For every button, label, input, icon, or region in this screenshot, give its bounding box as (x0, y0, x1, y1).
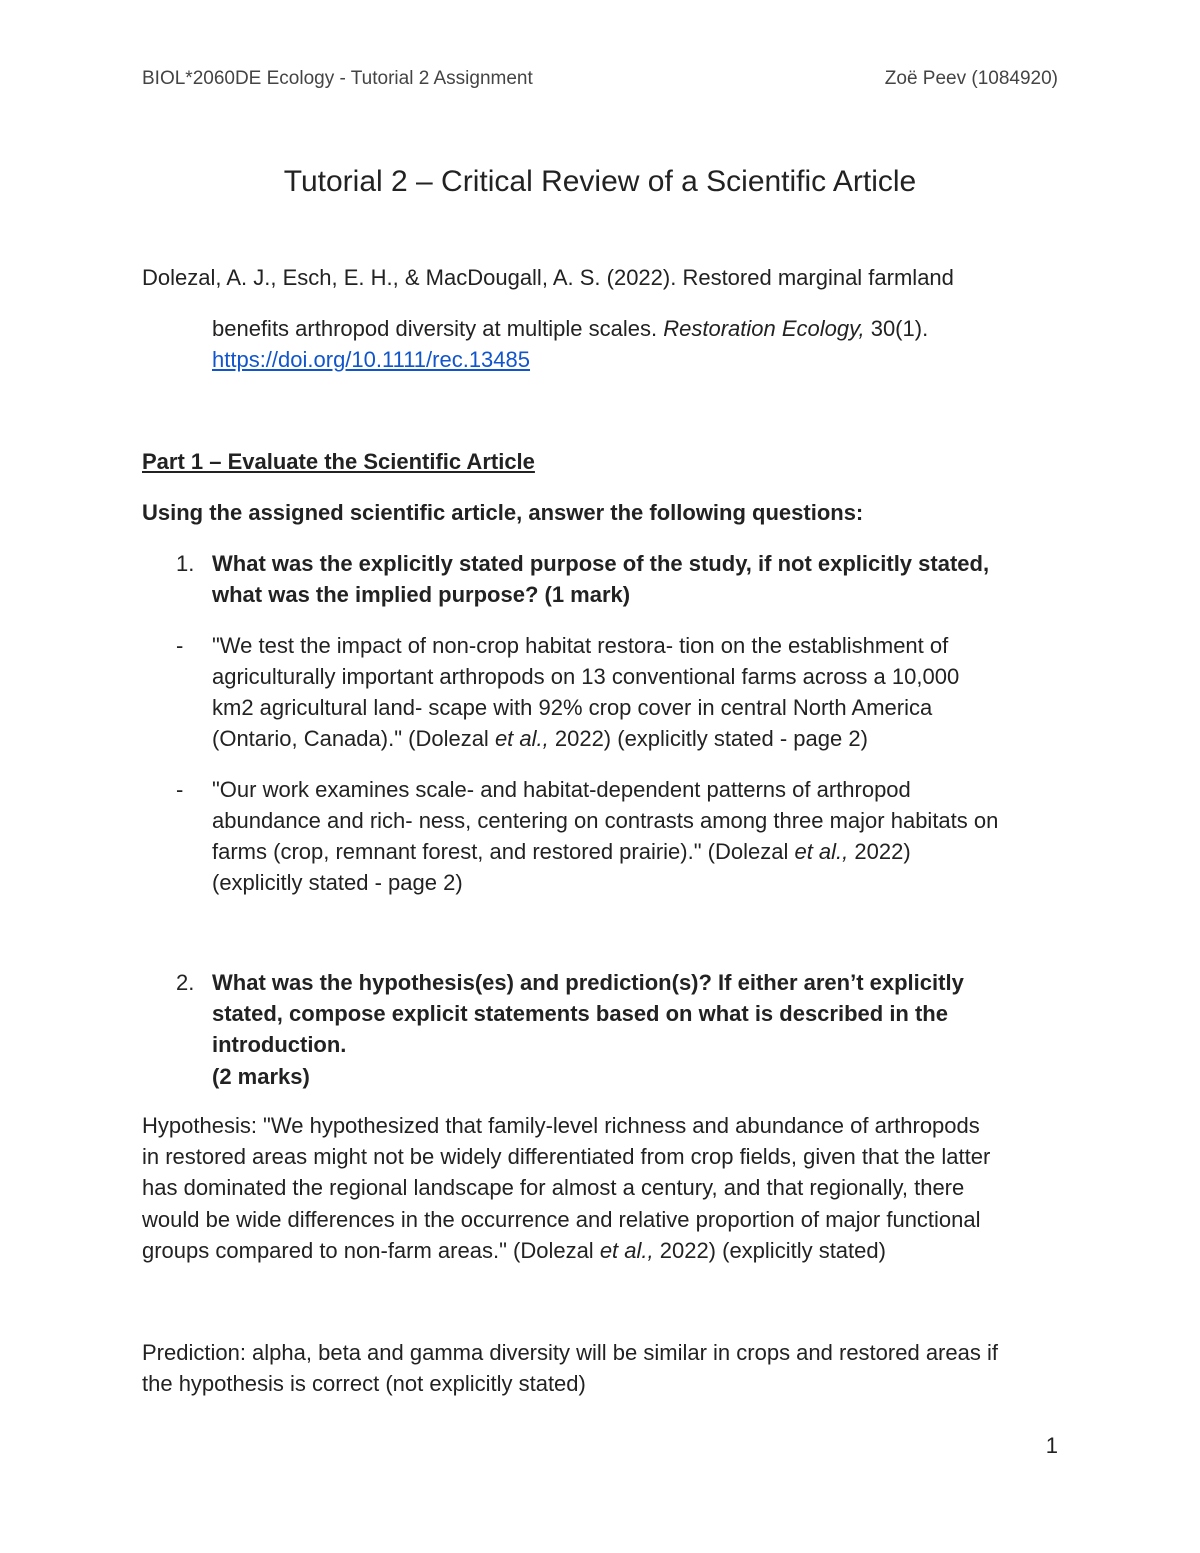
hypothesis-line-2: in restored areas might not be widely differentiated from crop fields, given that the latter (142, 1144, 991, 1169)
hypothesis-line-1: Hypothesis: "We hypothesized that family-level richness and abundance of arthropods (142, 1113, 980, 1138)
q1-number: 1. (176, 551, 195, 576)
hypothesis-line-3: has dominated the regional landscape for almost a century, and that regionally, there (142, 1175, 965, 1200)
q2-line-3: introduction. (212, 1032, 347, 1057)
citation-doi-line (212, 344, 1062, 375)
q2-line-1: What was the hypothesis(es) and prediction(s)? If either aren’t explicitly (212, 970, 964, 995)
citation-volume: 30(1). (864, 316, 929, 341)
part1-heading: Part 1 – Evaluate the Scientific Article (142, 449, 535, 474)
citation-title-end: benefits arthropod diversity at multiple scales. (212, 316, 664, 341)
q2-line-2: stated, compose explicit statements based on what is described in the (212, 1001, 948, 1026)
hypothesis-cite-pre: groups compared to non-farm areas." (Dolezal (142, 1238, 600, 1263)
q1-answer-2-dash: - (176, 777, 184, 802)
q1-answer-2-etal: et al., (794, 839, 849, 864)
q1-line-2: what was the implied purpose? (1 mark) (212, 582, 631, 607)
page-title: Tutorial 2 – Critical Review of a Scientific Article (283, 165, 917, 198)
hypothesis-cite-post: 2022) (explicitly stated) (653, 1238, 886, 1263)
header-author: Zoë Peev (1084920) (884, 68, 1058, 89)
q2-line-4: (2 marks) (212, 1064, 310, 1089)
header-course: BIOL*2060DE Ecology - Tutorial 2 Assignment (142, 68, 533, 89)
part1-instruction: Using the assigned scientific article, answer the following questions: (142, 500, 864, 525)
q1-answer-1-dash: - (176, 633, 184, 658)
q1-line-1: What was the explicitly stated purpose of the study, if not explicitly stated, (212, 551, 990, 576)
q1-answer-1-line-1: "We test the impact of non-crop habitat restora- tion on the establishment of (212, 633, 949, 658)
q1-answer-2-cite-pre: farms (crop, remnant forest, and restored prairie)." (Dolezal (212, 839, 795, 864)
hypothesis-line-4: would be wide differences in the occurrence and relative proportion of major functional (142, 1207, 981, 1232)
q2-number: 2. (176, 970, 195, 995)
citation-line-1: Dolezal, A. J., Esch, E. H., & MacDougall, A. S. (2022). Restored marginal farmland (142, 265, 954, 290)
prediction-line-1: Prediction: alpha, beta and gamma diversity will be similar in crops and restored areas if (142, 1340, 998, 1365)
hypothesis-etal: et al., (599, 1238, 654, 1263)
prediction-line-2: the hypothesis is correct (not explicitly stated) (142, 1371, 586, 1396)
q1-answer-1-cite-pre: (Ontario, Canada)." (Dolezal (212, 726, 495, 751)
q1-answer-1-cite-post: 2022) (explicitly stated - page 2) (548, 726, 868, 751)
q1-answer-1-line-4 (212, 723, 1062, 754)
q1-answer-1-line-3: km2 agricultural land- scape with 92% crop cover in central North America (212, 695, 933, 720)
q1-answer-2-line-4: (explicitly stated - page 2) (212, 870, 463, 895)
q1-answer-2-line-3 (212, 836, 1062, 867)
q1-answer-2-line-2: abundance and rich- ness, centering on contrasts among three major habitats on (212, 808, 999, 833)
citation-line-2 (212, 313, 1062, 344)
q1-answer-2-cite-post: 2022) (848, 839, 911, 864)
page-number: 1 (1045, 1433, 1058, 1458)
doi-link[interactable]: https://doi.org/10.1111/rec.13485 (212, 347, 531, 372)
hypothesis-line-5 (142, 1235, 1062, 1266)
q1-answer-2-line-1: "Our work examines scale- and habitat-dependent patterns of arthropod (212, 777, 911, 802)
citation-journal: Restoration Ecology, (663, 316, 865, 341)
q1-answer-1-line-2: agriculturally important arthropods on 13 conventional farms across a 10,000 (212, 664, 960, 689)
q1-answer-1-etal: et al., (494, 726, 549, 751)
